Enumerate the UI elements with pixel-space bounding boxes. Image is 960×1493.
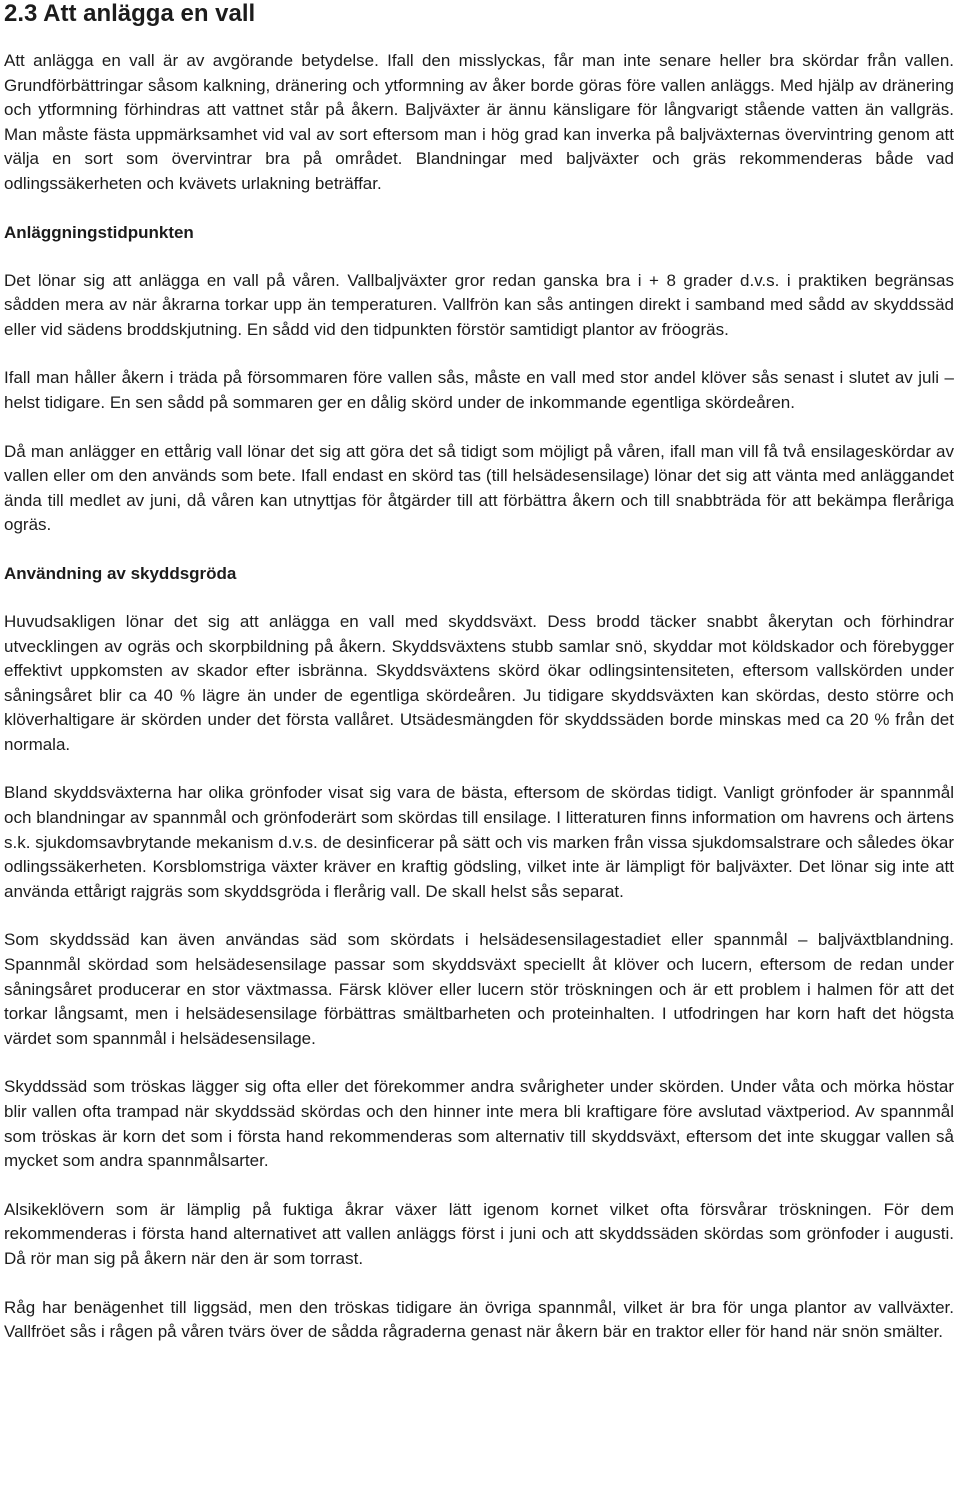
- spacer: [4, 28, 954, 49]
- intro-paragraph: Att anlägga en vall är av avgörande betydelse. Ifall den misslyckas, får man inte senare heller bra skördar från vallen. Grundförbättringar såsom kalkning, dränering och ytformning av åker borde göras före vallen anläggs. Med hjälp av dränering och ytformning förhindras att vattnet står på åkern. Baljväxter är ännu känsligare för långvarigt stående vatten än vallgräs. Man måste fästa uppmärksamhet vid val av sort eftersom man i hög grad kan inverka på baljväxternas övervintring genom att välja en sort som övervintrar bra på området. Blandningar med baljväxter och gräs rekommenderas både vad odlingssäkerheten och kvävets urlakning beträffar.: [4, 51, 954, 193]
- spacer: [4, 197, 954, 221]
- spacer: [4, 342, 954, 366]
- subheading-anlaggningstidpunkten: Anläggningstidpunkten: [4, 222, 194, 242]
- spacer: [4, 416, 954, 440]
- spacer: [4, 245, 954, 269]
- spacer: [4, 1051, 954, 1075]
- spacer: [4, 757, 954, 781]
- paragraph: Det lönar sig att anlägga en vall på våren. Vallbaljväxter gror redan ganska bra i + 8 grader d.v.s. i praktiken begränsas sådden mera av när åkrarna torkar upp än temperaturen. Vallfrön kan sås antingen direkt i samband med sådd av skyddssäd eller vid sädens broddskjutning. En sådd vid den tidpunkten förstör samtidigt plantor av fröogräs.: [4, 270, 954, 339]
- spacer: [4, 904, 954, 928]
- paragraph: Skyddssäd som tröskas lägger sig ofta eller det förekommer andra svårigheter under skörden. Under våta och mörka höstar blir vallen ofta trampad när skyddssäd skördas och den hinner inte mera bli kraftigare före avslutad växtperiod. Av spannmål som tröskas är korn det som i första hand rekommenderas som alternativ till skyddsväxt, eftersom det inte skuggar vallen så mycket som andra spannmålsarter.: [4, 1077, 954, 1171]
- spacer: [4, 586, 954, 610]
- spacer: [4, 1272, 954, 1296]
- paragraph: Ifall man håller åkern i träda på försommaren före vallen sås, måste en vall med stor andel klöver sås senast i slutet av juli – helst tidigare. En sen sådd på sommaren ger en dålig skörd under de inkommande egentliga skördeåren.: [4, 368, 954, 412]
- paragraph: Som skyddssäd kan även användas säd som skördats i helsädesensilagestadiet eller spannmål – baljväxtblandning. Spannmål skördad som helsädesensilage passar som skyddsväxt speciellt åt klöver och lucern, eftersom de redan under såningsåret producerar en stor växtmassa. Färsk klöver eller lucern stör tröskningen och är ett problem i halmen för att det torkar långsamt, men i helsädesensilage förbättras smältbarheten och proteinhalten. I utfodringen har korn haft det högsta värdet som spannmål i helsädesensilage.: [4, 930, 954, 1048]
- paragraph: Bland skyddsväxterna har olika grönfoder visat sig vara de bästa, eftersom de skördas tidigt. Vanligt grönfoder är spannmål och blandningar av spannmål och grönfoderärt som skördas till ensilage. I litteraturen finns information om havrens och ärtens s.k. sjukdomsavbrytande mekanism d.v.s. de desinficerar på sätt och vis marken från vissa sjukdomsalstrare och således ökar odlingssäkerheten. Korsblomstriga växter kräver en kraftig gödsling, vilket inte är lämpligt för baljväxter. Det lönar sig inte att använda ettårigt rajgräs som skyddsgröda i flerårig vall. De skall helst sås separat.: [4, 783, 954, 901]
- section-title: 2.3 Att anlägga en vall: [4, 0, 256, 27]
- paragraph: Alsikeklövern som är lämplig på fuktiga åkrar växer lätt igenom kornet vilket ofta försvårar tröskningen. För dem rekommenderas i första hand alternativet att vallen anläggs först i juni och att skyddssäden skördas som grönfoder i augusti. Då rör man sig på åkern när den är som torrast.: [4, 1199, 954, 1268]
- subheading-skyddsgroda: Användning av skyddsgröda: [4, 563, 237, 583]
- spacer: [4, 1174, 954, 1198]
- paragraph: Då man anlägger en ettårig vall lönar det sig att göra det så tidigt som möjligt på våren, ifall man vill få två ensilageskördar av vallen eller om den används som bete. Ifall endast en skörd tas (till helsädesensilage) lönar det sig att vänta med anläggandet ända till medlet av juni, då våren kan utnyttjas för åtgärder till att förbättra åkern och till snabbträda för att bekämpa fleråriga ogräs.: [4, 441, 954, 535]
- spacer: [4, 538, 954, 562]
- paragraph: Råg har benägenhet till liggsäd, men den tröskas tidigare än övriga spannmål, vilket är bra för unga plantor av vallväxter. Vallfröet sås i rågen på våren tvärs över de sådda rågraderna genast när åkern bär en traktor eller för hand när snön smälter.: [4, 1297, 954, 1342]
- paragraph: Huvudsakligen lönar det sig att anlägga en vall med skyddsväxt. Dess brodd täcker snabbt åkerytan och förhindrar utvecklingen av ogräs och skorpbildning på åkern. Skyddsväxtens stubb samlar snö, skyddar mot köldskador och förebygger effektivt uppkomsten av skador efter isbränna. Skyddsväxtens skörd ökar odlingsintensiteten, eftersom vallskörden under såningsåret blir ca 40 % lägre än under de egentliga skördeåren. Ju tidigare skyddsväxten kan skördas, desto större och klöverhaltigare är skörden under det första vallåret. Utsädesmängden för skyddssäden borde minskas med ca 20 % från det normala.: [4, 611, 954, 754]
